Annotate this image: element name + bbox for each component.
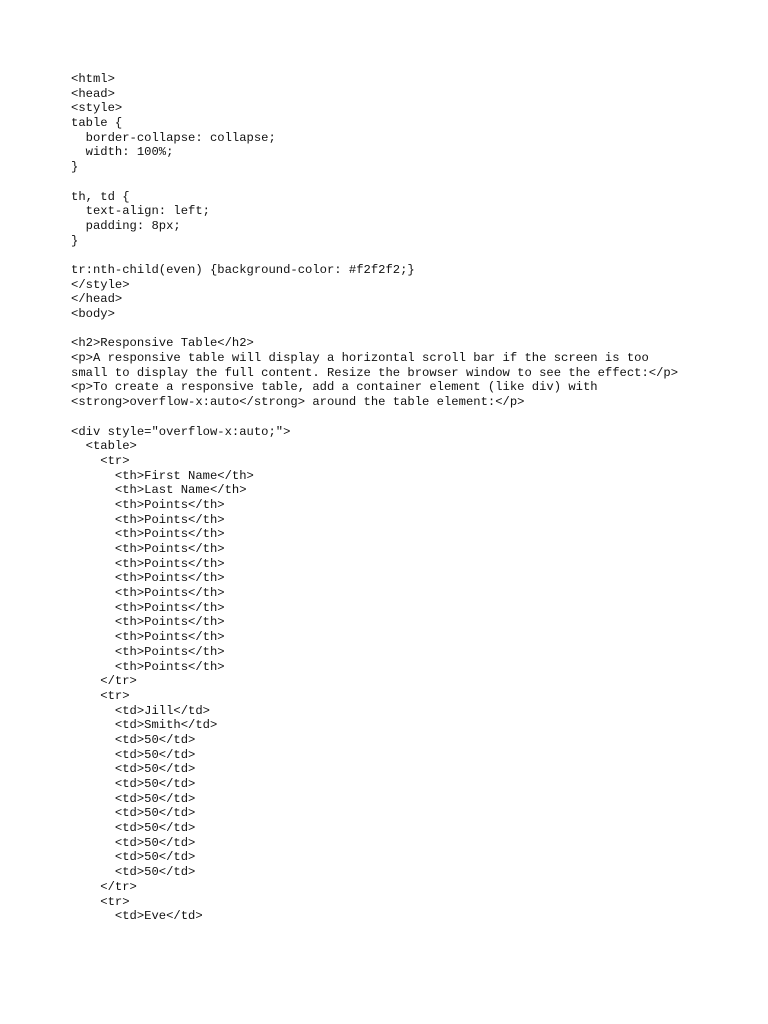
code-line: <th>Last Name</th> <box>71 483 247 498</box>
code-line <box>71 322 751 337</box>
code-line: <th>Points</th> <box>71 497 225 512</box>
code-line <box>71 410 751 425</box>
code-line: <th>Points</th> <box>71 512 225 527</box>
code-line: <th>Points</th> <box>71 630 225 645</box>
code-line: </style> <box>71 277 130 292</box>
code-line: <td>Eve</td> <box>71 909 203 924</box>
code-line: <th>First Name</th> <box>71 468 254 483</box>
code-line: <td>Jill</td> <box>71 703 210 718</box>
code-line: <th>Points</th> <box>71 542 225 556</box>
code-line: small to display the full content. Resize the browser window to see the effect:</p> <box>71 365 679 380</box>
code-line: <th>Points</th> <box>71 586 225 601</box>
code-line <box>71 248 751 263</box>
code-line: } <box>71 160 79 175</box>
code-line: <html> <box>71 72 115 86</box>
code-line <box>71 175 751 190</box>
code-line: <th>Points</th> <box>71 527 225 542</box>
code-line: <tr> <box>71 688 130 703</box>
code-line: th, td { <box>71 189 130 204</box>
code-line: padding: 8px; <box>71 218 181 233</box>
code-line: <h2>Responsive Table</h2> <box>71 336 254 351</box>
code-line: } <box>71 233 79 248</box>
code-line: </tr> <box>71 674 137 689</box>
code-line: <td>50</td> <box>71 850 196 865</box>
code-line: <td>50</td> <box>71 762 196 777</box>
code-line: <td>50</td> <box>71 732 196 747</box>
code-line: <p>A responsive table will display a horizontal scroll bar if the screen is too <box>71 351 649 366</box>
code-line: table { <box>71 116 123 131</box>
code-line: <th>Points</th> <box>71 600 225 615</box>
code-line: border-collapse: collapse; <box>71 130 276 145</box>
code-line: <strong>overflow-x:auto</strong> around the table element:</p> <box>71 395 525 410</box>
code-line: <div style="overflow-x:auto;"> <box>71 424 291 439</box>
code-line: <th>Points</th> <box>71 615 225 630</box>
code-line: width: 100%; <box>71 145 174 160</box>
code-line: <p>To create a responsive table, add a container element (like div) with <box>71 380 598 395</box>
code-line: <th>Points</th> <box>71 659 225 674</box>
code-line: <td>50</td> <box>71 806 196 821</box>
code-line: <style> <box>71 101 123 116</box>
code-line: <td>50</td> <box>71 747 196 762</box>
code-line: tr:nth-child(even) {background-color: #f2f2f2;} <box>71 262 415 277</box>
code-document <box>71 72 751 924</box>
code-line: <body> <box>71 307 115 321</box>
code-line: <th>Points</th> <box>71 571 225 586</box>
code-line: text-align: left; <box>71 204 210 219</box>
code-line: <table> <box>71 439 137 454</box>
code-line: <tr> <box>71 453 130 468</box>
code-line: <td>50</td> <box>71 777 196 791</box>
code-line: <td>50</td> <box>71 791 196 806</box>
code-line: </tr> <box>71 879 137 894</box>
code-line: <td>50</td> <box>71 821 196 836</box>
code-line: <td>50</td> <box>71 865 196 880</box>
code-line: <th>Points</th> <box>71 556 225 571</box>
code-line: <head> <box>71 86 115 101</box>
code-line: <tr> <box>71 894 130 909</box>
code-line: <th>Points</th> <box>71 644 225 659</box>
code-line: <td>50</td> <box>71 835 196 850</box>
code-line: <td>Smith</td> <box>71 718 218 733</box>
code-line: </head> <box>71 292 123 307</box>
